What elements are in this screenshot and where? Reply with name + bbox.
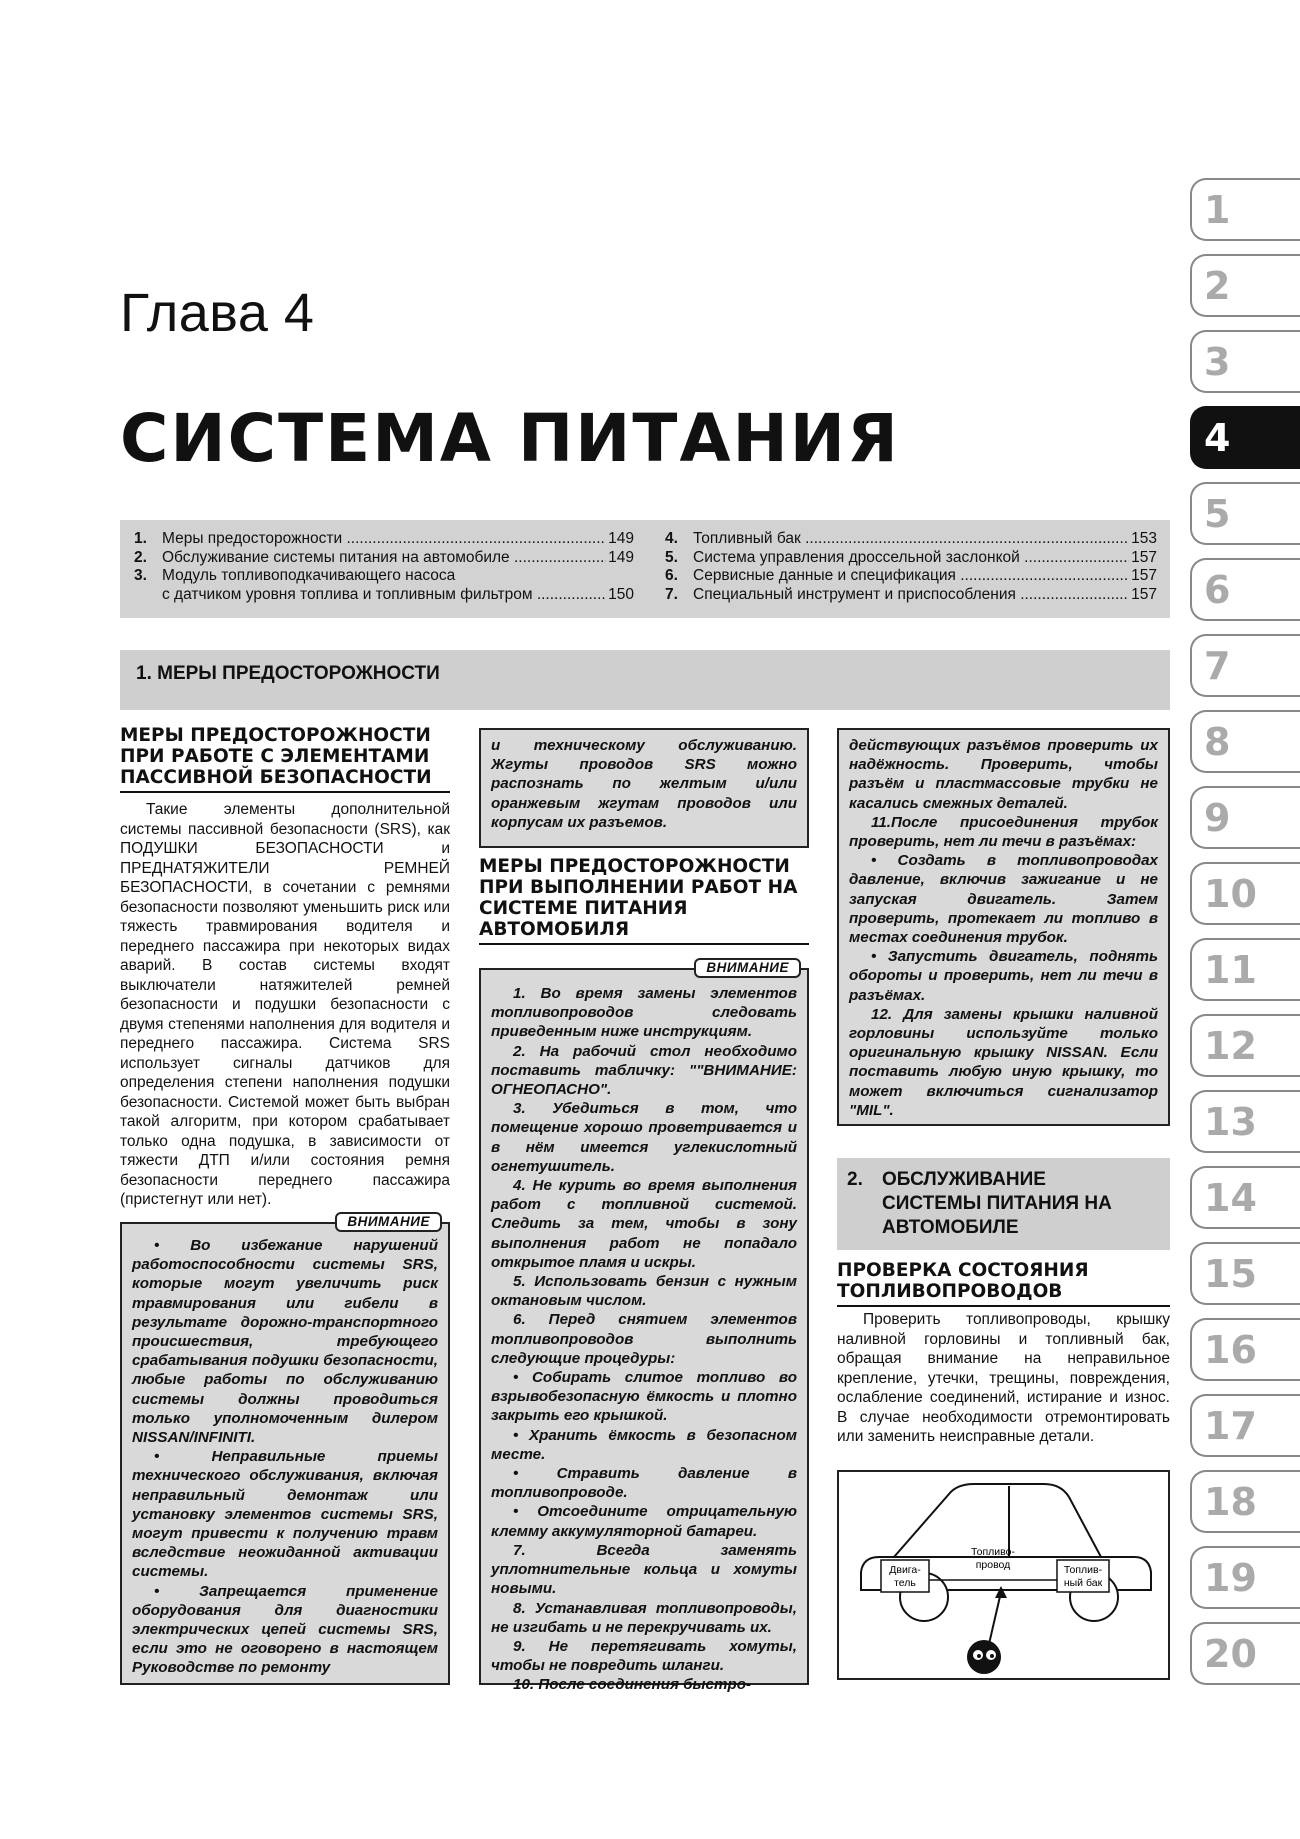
toc-right-column — [665, 530, 1157, 604]
tab-chapter-1[interactable]: 1 — [1190, 178, 1300, 241]
warning-item: • Отсоедините отрицательную клемму аккумуляторной батареи. — [491, 1503, 797, 1540]
warning-item: 5. Использовать бензин с нужным октановым числом. — [491, 1273, 797, 1310]
tab-chapter-12[interactable]: 12 — [1190, 1014, 1300, 1077]
tab-chapter-3[interactable]: 3 — [1190, 330, 1300, 393]
warning-item: • Собирать слитое топливо во взрывобезопасную ёмкость и плотно закрыть его крышкой. — [491, 1369, 797, 1425]
car-diagram — [839, 1472, 1168, 1678]
col2-continuation-box: и техническому обслуживанию. Жгуты проводов SRS можно распознать по желтым и/или оранжевым жгутам проводов или корпусам их разъемов. — [479, 728, 809, 848]
toc-entry[interactable]: 3. Модуль топливоподкачивающего насоса — [134, 567, 456, 584]
toc-entry[interactable]: с датчиком уровня топлива и топливным фильтром ..... 150 — [134, 586, 634, 605]
col1-warning-box — [120, 1214, 450, 1685]
warning-item: 1. Во время замены элементов топливопроводов следовать приведенным ниже инструкциям. — [491, 985, 797, 1041]
toc-entry[interactable]: 4. Топливный бак ..... 153 — [665, 530, 1157, 549]
tab-chapter-14[interactable]: 14 — [1190, 1166, 1300, 1229]
warning-item: 7. Всегда заменять уплотнительные кольца и хомуты новыми. — [491, 1541, 797, 1598]
warning-item: • Хранить ёмкость в безопасном месте. — [491, 1426, 797, 1463]
tab-chapter-18[interactable]: 18 — [1190, 1470, 1300, 1533]
col3-continuation-box: действующих разъёмов проверить их надёжность. Проверить, чтобы разъём и пластмассовые трубки не касались смежных деталей. 11.После присоединения трубок проверить, нет ли течи в разъёмах: • Создать в топливопроводах давление, включив зажигание и не запуская двигатель. Затем проверить, протекает ли топливо в местах соединения трубок. • Запустить двигатель, поднять обороты и проверить, нет ли течи в разъёмах. 12. Для замены крышки наливной горловины используйте только оригинальную крышку NISSAN. Если поставить любую иную крышку, то может включиться сигнализатор "MIL". — [837, 728, 1170, 1126]
col3-paragraph: Проверить топливопроводы, крышку наливной горловины и топливный бак, обращая внимание на неправильное крепление, утечки, трещины, повреждения, ослабление соединений, истирание и износ. В случае необходимости отремонтировать или заменить неисправные детали. — [837, 1311, 1170, 1445]
chapter-title: СИСТЕМА ПИТАНИЯ — [120, 400, 900, 477]
warning-item: 3. Убедиться в том, что помещение хорошо проветривается и в нём имеется углекислотный огнетушитель. — [491, 1100, 797, 1175]
warning-badge: ВНИМАНИЕ — [694, 958, 801, 978]
col2-heading: МЕРЫ ПРЕДОСТОРОЖНОСТИ ПРИ ВЫПОЛНЕНИИ РАБОТ НА СИСТЕМЕ ПИТАНИЯ АВТОМОБИЛЯ — [479, 856, 809, 945]
warning-item: 4. Не курить во время выполнения работ с топливной системой. Следить за тем, чтобы в зону выполнения работ не попадало открытое пламя и искры. — [491, 1177, 797, 1271]
tab-chapter-13[interactable]: 13 — [1190, 1090, 1300, 1153]
chapter-tabs — [1190, 178, 1300, 1698]
label-fuel-line: провод — [975, 1559, 1011, 1571]
section-1-header: 1. МЕРЫ ПРЕДОСТОРОЖНОСТИ — [120, 650, 1170, 710]
warning-item: • Стравить давление в топливопроводе. — [491, 1465, 797, 1502]
tab-chapter-8[interactable]: 8 — [1190, 710, 1300, 773]
warning-item: 2. На рабочий стол необходимо поставить табличку: ""ВНИМАНИЕ: ОГНЕОПАСНО". — [491, 1042, 797, 1099]
section-2-header: 2. ОБСЛУЖИВАНИЕ СИСТЕМЫ ПИТАНИЯ НА АВТОМОБИЛЕ — [837, 1158, 1170, 1250]
label-engine: тель — [894, 1577, 916, 1589]
col1-heading: МЕРЫ ПРЕДОСТОРОЖНОСТИ ПРИ РАБОТЕ С ЭЛЕМЕНТАМИ ПАССИВНОЙ БЕЗОПАСНОСТИ — [120, 725, 450, 793]
warning-item: • Во избежание нарушений работоспособности системы SRS, которые могут увеличить риск травмирования или гибели в результате дорожно-транспортного происшествия, требующего срабатывания подушки безопасности, любые работы по обслуживанию системы должны проводиться только уполномоченным дилером NISSAN/INFINITI. — [132, 1237, 438, 1447]
col3-heading: ПРОВЕРКА СОСТОЯНИЯ ТОПЛИВОПРОВОДОВ — [837, 1260, 1170, 1307]
tab-chapter-16[interactable]: 16 — [1190, 1318, 1300, 1381]
warning-item: • Неправильные приемы технического обслуживания, включая неправильный демонтаж или установку элементов системы SRS, могут привести к получению травм вследствие неожиданной активации системы. — [132, 1448, 438, 1581]
tab-chapter-9[interactable]: 9 — [1190, 786, 1300, 849]
tab-chapter-19[interactable]: 19 — [1190, 1546, 1300, 1609]
inspector-face-icon — [967, 1640, 1001, 1674]
table-of-contents — [120, 520, 1170, 618]
label-tank: ный бак — [1063, 1577, 1103, 1589]
label-fuel-line: Топливо- — [971, 1546, 1015, 1558]
warning-badge: ВНИМАНИЕ — [335, 1212, 442, 1232]
tab-chapter-11[interactable]: 11 — [1190, 938, 1300, 1001]
warning-item: 9. Не перетягивать хомуты, чтобы не повредить шланги. — [491, 1637, 797, 1675]
tab-chapter-6[interactable]: 6 — [1190, 558, 1300, 621]
tab-chapter-2[interactable]: 2 — [1190, 254, 1300, 317]
tab-chapter-20[interactable]: 20 — [1190, 1622, 1300, 1685]
toc-entry[interactable]: 5. Система управления дроссельной заслонкой ..... 157 — [665, 549, 1157, 568]
chapter-label: Глава 4 — [120, 283, 315, 343]
tab-chapter-10[interactable]: 10 — [1190, 862, 1300, 925]
warning-item: 8. Устанавливая топливопроводы, не изгибать и не перекручивать их. — [491, 1599, 797, 1636]
warning-item: 10. После соединения быстро- — [513, 1676, 752, 1694]
toc-entry[interactable]: 2. Обслуживание системы питания на автомобиле ..... 149 — [134, 549, 634, 568]
label-engine: Двига- — [889, 1564, 921, 1576]
warning-item: 6. Перед снятием элементов топливопроводов выполнить следующие процедуры: — [491, 1311, 797, 1367]
toc-entry[interactable]: 1. Меры предосторожности ..... 149 — [134, 530, 634, 549]
tab-chapter-17[interactable]: 17 — [1190, 1394, 1300, 1457]
col2-warning-box — [479, 960, 809, 1694]
tab-chapter-15[interactable]: 15 — [1190, 1242, 1300, 1305]
toc-entry[interactable]: 6. Сервисные данные и спецификация ..... 157 — [665, 567, 1157, 586]
warning-item: • Запрещается применение оборудования для диагностики электрических цепей системы SRS, если это не оговорено в настоящем Руководстве по ремонту — [132, 1582, 438, 1677]
toc-entry[interactable]: 7. Специальный инструмент и приспособления ..... 157 — [665, 586, 1157, 605]
tab-chapter-5[interactable]: 5 — [1190, 482, 1300, 545]
tab-chapter-4[interactable]: 4 — [1190, 406, 1300, 469]
col1-paragraph: Такие элементы дополнительной системы пассивной безопасности (SRS), как ПОДУШКИ БЕЗОПАСНОСТИ и ПРЕДНАТЯЖИТЕЛИ РЕМНЕЙ БЕЗОПАСНОСТИ, в сочетании с ремнями безопасности позволяют уменьшить риск или тяжесть травмирования водителя и переднего пассажира при некоторых видах аварий. В состав системы входят выключатели натяжителей ремней безопасности и подушки безопасности с двумя степенями наполнения для водителя и переднего пассажира. Система SRS использует сигналы датчиков для определения степени наполнения подушки безопасности. Системой может быть выбран такой алгоритм, при котором срабатывает только одна подушка, в зависимости от тяжести ДТП и/или состояния ремня безопасности переднего пассажира (пристегнут или нет). — [120, 801, 450, 1208]
toc-left-column — [134, 530, 634, 604]
tab-chapter-7[interactable]: 7 — [1190, 634, 1300, 697]
fuel-line-figure — [837, 1470, 1170, 1680]
label-tank: Топлив- — [1063, 1564, 1103, 1576]
